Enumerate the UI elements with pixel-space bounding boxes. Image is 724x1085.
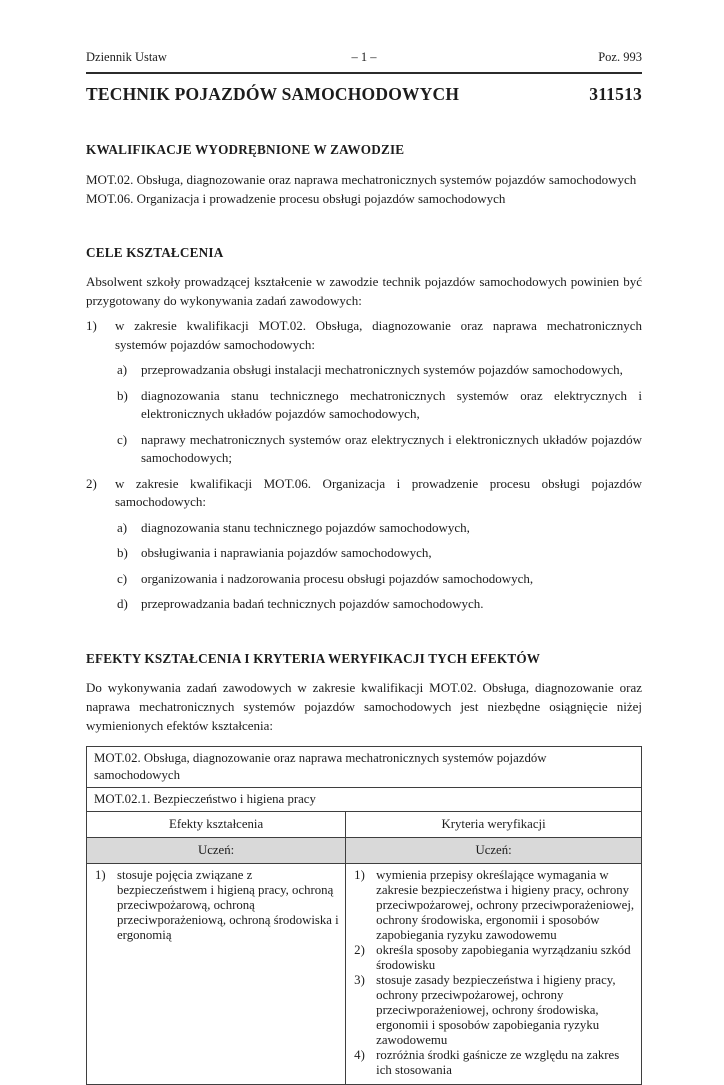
section-efekty — [86, 651, 642, 1085]
journal-name: Dziennik Ustaw — [86, 50, 167, 64]
efekty-cell — [87, 863, 346, 1084]
header-divider — [86, 72, 642, 74]
unit-cell: MOT.02.1. Bezpieczeństwo i higiena pracy — [87, 787, 642, 811]
qualification-cell: MOT.02. Obsługa, diagnozowanie oraz naprawa mechatronicznych systemów pojazdów samochodowych — [87, 746, 642, 787]
page-header — [86, 50, 642, 65]
list-subitem — [117, 361, 642, 380]
table-body-row — [87, 863, 642, 1084]
table-row-qualification — [87, 746, 642, 787]
table-row-unit — [87, 787, 642, 811]
item-number: 2) — [354, 942, 365, 957]
criterion-item — [351, 943, 636, 973]
item-number: 3) — [354, 972, 365, 987]
item-text: rozróżnia środki gaśnicze ze względu na zakres ich stosowania — [376, 1047, 620, 1077]
item-number: 1) — [354, 867, 365, 882]
item-number: 4) — [354, 1047, 365, 1062]
section-kwalifikacje — [86, 142, 642, 208]
section-heading: CELE KSZTAŁCENIA — [86, 245, 224, 260]
title-row — [86, 84, 642, 105]
list-subitem — [117, 387, 642, 424]
list-item-text: naprawy mechatronicznych systemów oraz elektrycznych i elektronicznych układów pojazdów samochodowych; — [141, 431, 642, 465]
section-intro: Absolwent szkoły prowadzącej kształcenie w zawodzie technik pojazdów samochodowych powinien być przygotowany do wykonywania zadań zawodowych: — [86, 274, 642, 308]
position-number: Poz. 993 — [598, 50, 642, 64]
item-text: stosuje pojęcia związane z bezpieczeństwem i higieną pracy, ochroną przeciwpożarową, ochroną przeciwporażeniową, ochroną środowiska i ergonomią — [117, 867, 339, 942]
list-item-number: 1) — [86, 318, 97, 333]
section-cele — [86, 245, 642, 614]
item-number: 1) — [95, 867, 106, 882]
list-item-number: 2) — [86, 475, 97, 491]
table-subheader-row — [87, 837, 642, 863]
column-header-efekty: Efekty kształcenia — [87, 811, 346, 837]
qualification-line: MOT.02. Obsługa, diagnozowanie oraz naprawa mechatronicznych systemów pojazdów samochodowych — [86, 172, 637, 187]
list-subitem — [117, 544, 642, 563]
list-item-text: w zakresie kwalifikacji MOT.02. Obsługa, diagnozowanie oraz naprawa mechatronicznych systemów pojazdów samochodowych: — [115, 318, 642, 352]
criterion-item — [351, 868, 636, 943]
column-header-kryteria: Kryteria weryfikacji — [346, 811, 642, 837]
list-item — [86, 317, 642, 354]
section-heading: EFEKTY KSZTAŁCENIA I KRYTERIA WERYFIKACJI TYCH EFEKTÓW — [86, 650, 541, 666]
list-item-text: przeprowadzania obsługi instalacji mechatronicznych systemów pojazdów samochodowych, — [141, 362, 623, 377]
list-item-number: b) — [117, 387, 128, 403]
list-item-number: a) — [117, 362, 128, 377]
subheader-kryteria: Uczeń: — [346, 837, 642, 863]
list-item-number: d) — [117, 596, 128, 611]
item-text: stosuje zasady bezpieczeństwa i higieny pracy, ochrony przeciwpożarowej, ochrony przeciwporażeniowej, ochrony środowiska, ergonomii i sposobów zapobiegania ryzyku zawodowemu — [376, 972, 616, 1047]
list-item-text: organizowania i nadzorowania procesu obsługi pojazdów samochodowych, — [141, 570, 534, 586]
section-heading: KWALIFIKACJE WYODRĘBNIONE W ZAWODZIE — [86, 142, 405, 157]
table-column-headers — [87, 811, 642, 837]
section-intro: Do wykonywania zadań zawodowych w zakresie kwalifikacji MOT.02. Obsługa, diagnozowanie oraz naprawa mechatronicznych systemów pojazdów samochodowych jest niezbędne osiągnięcie niżej wymienionych efektów kształcenia: — [86, 679, 642, 733]
list-item-number: c) — [117, 431, 128, 447]
list-item-number: b) — [117, 545, 128, 560]
effect-item — [92, 868, 340, 943]
item-text: określa sposoby zapobiegania wyrządzaniu szkód środowisku — [376, 942, 631, 972]
list-item-text: obsługiwania i naprawiania pojazdów samochodowych, — [141, 545, 432, 560]
goals-list — [86, 317, 642, 614]
list-item — [86, 475, 642, 512]
list-subitem — [117, 431, 642, 468]
list-item-text: w zakresie kwalifikacji MOT.06. Organizacja i prowadzenie procesu obsługi pojazdów samochodowych: — [115, 475, 642, 509]
profession-title: TECHNIK POJAZDÓW SAMOCHODOWYCH — [86, 84, 460, 104]
criterion-item — [351, 1048, 636, 1078]
criterion-item — [351, 973, 636, 1048]
list-subitem — [117, 595, 642, 614]
kryteria-cell — [346, 863, 642, 1084]
qualification-line: MOT.06. Organizacja i prowadzenie procesu obsługi pojazdów samochodowych — [86, 191, 506, 206]
page-number: – 1 – — [351, 50, 377, 64]
list-subitem — [117, 519, 642, 538]
list-item-number: c) — [117, 570, 128, 586]
subheader-efekty: Uczeń: — [87, 837, 346, 863]
profession-code: 311513 — [589, 84, 642, 104]
list-item-text: diagnozowania stanu technicznego mechatronicznych systemów oraz elektrycznych i elektronicznych układów pojazdów samochodowych, — [141, 387, 642, 421]
list-item-number: a) — [117, 519, 128, 535]
item-text: wymienia przepisy określające wymagania w zakresie bezpieczeństwa i higieny pracy, ochrony przeciwpożarowej, ochrony przeciwporażeniowej, ochrony środowiska, ergonomii i sposobów zapobiegania ryzyku zawodowemu — [376, 867, 635, 942]
list-item-text: diagnozowania stanu technicznego pojazdów samochodowych, — [141, 519, 470, 535]
effects-table — [86, 746, 642, 1085]
list-subitem — [117, 570, 642, 589]
list-item-text: przeprowadzania badań technicznych pojazdów samochodowych. — [141, 596, 484, 611]
